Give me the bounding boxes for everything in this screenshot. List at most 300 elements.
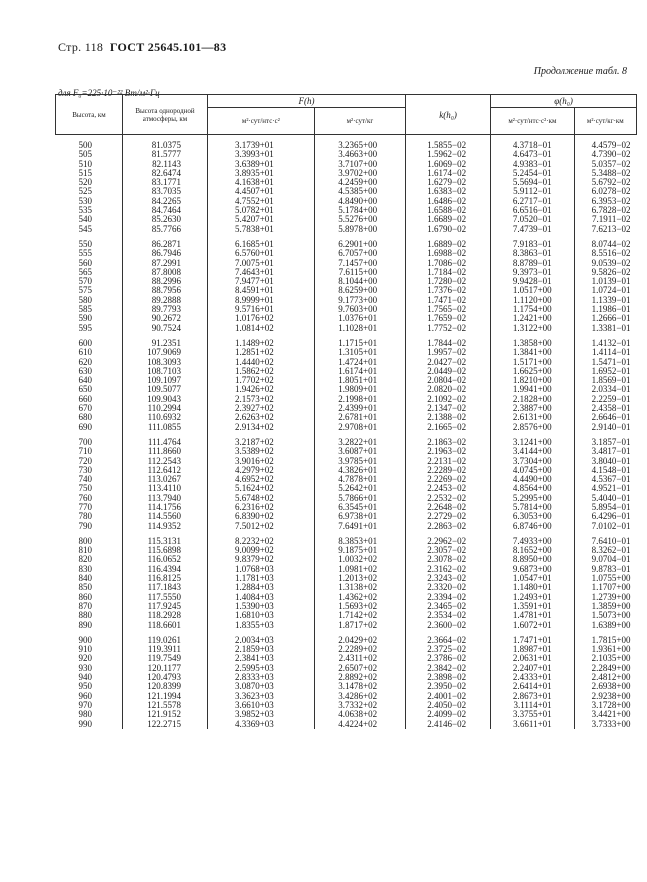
table-cell: 535 <box>78 205 92 216</box>
table-cell: 1.0139−01 <box>574 277 636 286</box>
table-cell: 2.3162−02 <box>406 565 491 574</box>
table-cell: 3.1857−01 <box>574 438 636 447</box>
table-cell: 730 <box>78 464 92 475</box>
table-cell: 7.4643+01 <box>208 268 315 277</box>
table-cell: 82.6474 <box>123 169 208 178</box>
table-cell: 108.7103 <box>123 367 208 376</box>
table-cell: 4.3369+03 <box>208 720 315 729</box>
table-cell: 7.0102−01 <box>574 522 636 531</box>
table-cell: 1.3859+00 <box>574 602 636 611</box>
table-cell: 4.7878+01 <box>314 475 405 484</box>
table-cell: 121.5578 <box>123 701 208 710</box>
table-cell: 4.6473−01 <box>491 150 575 159</box>
col-phi-unit2: м²·сут/кг·км <box>574 108 636 135</box>
table-cell: 7.6213−02 <box>574 225 636 234</box>
table-cell: 6.8746+00 <box>491 522 575 531</box>
table-cell: 5.7814+00 <box>491 503 575 512</box>
col-homog-height: Высота однородной атмосферы, км <box>123 95 208 135</box>
table-cell: 1.9941+00 <box>491 385 575 394</box>
table-cell: 2.3600−02 <box>406 621 491 630</box>
table-cell: 8.1652+00 <box>491 546 575 555</box>
table-cell: 1.2739+00 <box>574 593 636 602</box>
table-cell: 515 <box>78 167 92 178</box>
table-cell: 81.5777 <box>123 150 208 159</box>
table-cell: 6.2316+02 <box>208 503 315 512</box>
table-cell: 3.8040−01 <box>574 457 636 466</box>
table-cell: 1.0981+02 <box>314 565 405 574</box>
table-cell: 870 <box>78 600 92 611</box>
table-cell: 2.4001−02 <box>406 692 491 701</box>
table-cell: 4.5367−01 <box>574 475 636 484</box>
table-cell: 2.0034+03 <box>208 636 315 645</box>
table-cell: 1.5855−02 <box>406 135 491 151</box>
table-cell: 2.0429+02 <box>314 636 405 645</box>
table-cell: 1.3841+00 <box>491 348 575 357</box>
table-cell: 3.7304+00 <box>491 457 575 466</box>
table-cell: 5.3488−02 <box>574 169 636 178</box>
table-cell: 1.0755+00 <box>574 574 636 583</box>
table-cell: 3.4421+00 <box>574 710 636 719</box>
table-cell: 90.7524 <box>123 324 208 333</box>
table-cell: 2.3394−02 <box>406 593 491 602</box>
table-cell: 117.1843 <box>123 583 208 592</box>
table-cell: 85.2630 <box>123 215 208 224</box>
table-cell: 770 <box>78 501 92 512</box>
table-cell: 3.9702+00 <box>314 169 405 178</box>
table-cell: 2.0427−02 <box>406 358 491 367</box>
table-cell: 1.6952−01 <box>574 367 636 376</box>
table-cell: 970 <box>78 699 92 710</box>
table-cell: 3.6087+01 <box>314 447 405 456</box>
table-cell: 2.1035+00 <box>574 654 636 663</box>
table-cell: 5.8954−01 <box>574 503 636 512</box>
table-row <box>56 324 637 333</box>
table-cell: 86.7946 <box>123 249 208 258</box>
table-cell: 1.0768+03 <box>208 565 315 574</box>
table-cell: 2.2863−02 <box>406 522 491 531</box>
table-cell: 1.5693+02 <box>314 602 405 611</box>
table-cell: 2.0449−02 <box>406 367 491 376</box>
table-cell: 113.0267 <box>123 475 208 484</box>
table-cell: 1.4781+01 <box>491 611 575 620</box>
table-cell: 83.1771 <box>123 178 208 187</box>
data-table <box>55 94 637 729</box>
table-cell: 5.7866+01 <box>314 494 405 503</box>
table-cell: 1.0547+01 <box>491 574 575 583</box>
units-note: для F₀=225·10⁻²² Вт/м²·Гц <box>58 88 160 98</box>
table-cell: 2.0334−01 <box>574 385 636 394</box>
table-cell: 2.8333+03 <box>208 673 315 682</box>
table-cell: 115.3131 <box>123 537 208 546</box>
table-cell: 2.1665−02 <box>406 423 491 432</box>
table-cell: 3.7332+02 <box>314 701 405 710</box>
table-cell: 620 <box>78 356 92 367</box>
table-cell: 1.1986−01 <box>574 305 636 314</box>
table-cell: 7.6491+01 <box>314 522 405 531</box>
table-cell: 1.6810+03 <box>208 611 315 620</box>
table-cell: 1.3122+00 <box>491 324 575 333</box>
table-cell: 1.1781+03 <box>208 574 315 583</box>
table-cell: 1.7702+02 <box>208 376 315 385</box>
table-cell: 2.4333+01 <box>491 673 575 682</box>
table-cell: 8.3853+01 <box>314 537 405 546</box>
table-cell: 111.4764 <box>123 438 208 447</box>
table-cell: 2.3243−02 <box>406 574 491 583</box>
table-cell: 1.1120+00 <box>491 296 575 305</box>
table-cell: 2.3534−02 <box>406 611 491 620</box>
table-cell: 1.7184−02 <box>406 268 491 277</box>
table-cell: 600 <box>78 337 92 348</box>
table-cell: 6.5760+01 <box>208 249 315 258</box>
table-cell: 2.2259−01 <box>574 395 636 404</box>
table-row <box>56 522 637 531</box>
table-cell: 5.0782+01 <box>208 206 315 215</box>
table-cell: 930 <box>78 662 92 673</box>
table-cell: 3.0870+03 <box>208 682 315 691</box>
table-cell: 3.9016+02 <box>208 457 315 466</box>
table-cell: 4.9521−01 <box>574 484 636 493</box>
table-cell: 4.9383−01 <box>491 160 575 169</box>
table-cell: 2.0820−02 <box>406 385 491 394</box>
table-cell: 760 <box>78 492 92 503</box>
table-cell: 8.8950+00 <box>491 555 575 564</box>
table-cell: 114.9352 <box>123 522 208 531</box>
table-cell: 860 <box>78 591 92 602</box>
table-cell: 570 <box>78 276 92 287</box>
table-cell: 9.3973−01 <box>491 268 575 277</box>
table-cell: 8.0744−02 <box>574 240 636 249</box>
table-cell: 5.5694−01 <box>491 178 575 187</box>
table-cell: 3.1478+02 <box>314 682 405 691</box>
table-cell: 111.8660 <box>123 447 208 456</box>
page-number: Стр. 118 <box>58 40 104 54</box>
table-cell: 780 <box>78 511 92 522</box>
table-cell: 6.7828−02 <box>574 206 636 215</box>
table-cell: 2.2849+00 <box>574 664 636 673</box>
table-cell: 9.8379+02 <box>208 555 315 564</box>
table-cell: 1.4724+01 <box>314 358 405 367</box>
col-F-unit2: м²·сут/кг <box>314 108 405 135</box>
table-cell: 1.5390+03 <box>208 602 315 611</box>
table-cell: 1.3858+00 <box>491 339 575 348</box>
table-cell: 1.2666−01 <box>574 314 636 323</box>
table-cell: 1.8987+01 <box>491 645 575 654</box>
table-cell: 9.0704−01 <box>574 555 636 564</box>
col-phi-unit1: м²·сут/нтс·с²·км <box>491 108 575 135</box>
table-cell: 90.2672 <box>123 314 208 323</box>
table-cell: 8.8789−01 <box>491 259 575 268</box>
table-cell: 2.2962−02 <box>406 537 491 546</box>
table-cell: 1.6625+00 <box>491 367 575 376</box>
table-cell: 1.6069−02 <box>406 160 491 169</box>
table-cell: 810 <box>78 545 92 556</box>
table-cell: 81.0375 <box>123 135 208 151</box>
table-cell: 4.2979+02 <box>208 466 315 475</box>
table-cell: 2.1388−02 <box>406 413 491 422</box>
table-cell: 6.6516−01 <box>491 206 575 215</box>
table-cell: 2.2289−02 <box>406 466 491 475</box>
table-cell: 5.2995+00 <box>491 494 575 503</box>
table-cell: 1.5962−02 <box>406 150 491 159</box>
table-cell: 113.4110 <box>123 484 208 493</box>
table-cell: 87.8008 <box>123 268 208 277</box>
table-cell: 950 <box>78 681 92 692</box>
table-cell: 4.4579−02 <box>574 135 636 151</box>
table-cell: 1.2421+00 <box>491 314 575 323</box>
table-cell: 1.6389+00 <box>574 621 636 630</box>
table-cell: 7.6115+00 <box>314 268 405 277</box>
table-cell: 3.3993+01 <box>208 150 315 159</box>
table-cell: 2.1828+00 <box>491 395 575 404</box>
table-cell: 630 <box>78 365 92 376</box>
table-cell: 4.1548−01 <box>574 466 636 475</box>
table-cell: 2.9708+01 <box>314 423 405 432</box>
table-cell: 510 <box>78 158 92 169</box>
table-cell: 4.0638+02 <box>314 710 405 719</box>
table-cell: 121.9152 <box>123 710 208 719</box>
table-cell: 2.2269−02 <box>406 475 491 484</box>
table-cell: 86.2871 <box>123 240 208 249</box>
table-cell: 1.6279−02 <box>406 178 491 187</box>
table-cell: 1.6988−02 <box>406 249 491 258</box>
table-cell: 110.2994 <box>123 404 208 413</box>
table-cell: 2.2729−02 <box>406 512 491 521</box>
table-cell: 4.0745+00 <box>491 466 575 475</box>
table-cell: 2.1092−02 <box>406 395 491 404</box>
table-cell: 85.7766 <box>123 225 208 234</box>
table-cell: 1.0032+02 <box>314 555 405 564</box>
table-cell: 1.7376−02 <box>406 286 491 295</box>
table-cell: 84.7464 <box>123 206 208 215</box>
table-cell: 650 <box>78 384 92 395</box>
table-cell: 2.8576+00 <box>491 423 575 432</box>
table-cell: 710 <box>78 446 92 457</box>
table-cell: 7.1457+00 <box>314 259 405 268</box>
table-cell: 640 <box>78 375 92 386</box>
table-cell: 5.0357−02 <box>574 160 636 169</box>
table-cell: 118.2928 <box>123 611 208 620</box>
table-cell: 2.1998+01 <box>314 395 405 404</box>
table-cell: 555 <box>78 248 92 259</box>
table-cell: 7.6410−01 <box>574 537 636 546</box>
table-cell: 680 <box>78 412 92 423</box>
table-cell: 3.6611+01 <box>491 720 575 729</box>
table-cell: 540 <box>78 214 92 225</box>
table-continuation: Продолжение табл. 8 <box>533 66 627 77</box>
table-cell: 1.7471+01 <box>491 636 575 645</box>
table-cell: 2.2453−02 <box>406 484 491 493</box>
table-cell: 8.3262−01 <box>574 546 636 555</box>
table-cell: 4.6952+02 <box>208 475 315 484</box>
table-cell: 119.7549 <box>123 654 208 663</box>
table-cell: 2.3078−02 <box>406 555 491 564</box>
table-cell: 109.9043 <box>123 395 208 404</box>
table-cell: 9.7603+00 <box>314 305 405 314</box>
table-cell: 2.9134+02 <box>208 423 315 432</box>
table-cell: 5.5276+00 <box>314 215 405 224</box>
table-cell: 720 <box>78 455 92 466</box>
table-cell: 1.6588−02 <box>406 206 491 215</box>
table-cell: 4.1638+01 <box>208 178 315 187</box>
table-cell: 7.1911−02 <box>574 215 636 224</box>
table-cell: 2.0631+01 <box>491 654 575 663</box>
table-cell: 108.3093 <box>123 358 208 367</box>
table-cell: 1.8210+00 <box>491 376 575 385</box>
table-cell: 6.3953−02 <box>574 197 636 206</box>
table-row <box>56 225 637 234</box>
table-cell: 84.2265 <box>123 197 208 206</box>
table-cell: 9.5826−02 <box>574 268 636 277</box>
table-cell: 5.6792−02 <box>574 178 636 187</box>
table-cell: 5.7838+01 <box>208 225 315 234</box>
table-cell: 2.4099−02 <box>406 710 491 719</box>
table-cell: 525 <box>78 186 92 197</box>
table-cell: 7.4933+00 <box>491 537 575 546</box>
table-cell: 9.1773+00 <box>314 296 405 305</box>
table-cell: 3.5389+02 <box>208 447 315 456</box>
table-cell: 1.9957−02 <box>406 348 491 357</box>
table-cell: 2.2131−02 <box>406 457 491 466</box>
table-cell: 1.2493+01 <box>491 593 575 602</box>
table-cell: 500 <box>78 140 92 150</box>
table-cell: 2.9140−01 <box>574 423 636 432</box>
table-cell: 595 <box>78 322 92 333</box>
table-cell: 1.2013+02 <box>314 574 405 583</box>
table-cell: 1.6174−02 <box>406 169 491 178</box>
table-cell: 910 <box>78 644 92 655</box>
table-cell: 1.4440+02 <box>208 358 315 367</box>
table-cell: 690 <box>78 421 92 432</box>
table-cell: 116.4394 <box>123 565 208 574</box>
table-cell: 840 <box>78 573 92 584</box>
table-cell: 5.1624+02 <box>208 484 315 493</box>
table-cell: 1.0814+02 <box>208 324 315 333</box>
table-cell: 1.5862+02 <box>208 367 315 376</box>
table-cell: 2.1573+02 <box>208 395 315 404</box>
table-cell: 2.4358−01 <box>574 404 636 413</box>
table-cell: 89.2888 <box>123 296 208 305</box>
table-cell: 980 <box>78 709 92 720</box>
table-cell: 2.4050−02 <box>406 701 491 710</box>
table-cell: 3.7107+00 <box>314 160 405 169</box>
table-cell: 5.1784+00 <box>314 206 405 215</box>
table-cell: 1.5073+00 <box>574 611 636 620</box>
table-cell: 565 <box>78 266 92 277</box>
table-cell: 9.5716+01 <box>208 305 315 314</box>
col-F-unit1: м²·сут/нтс·с² <box>208 108 315 135</box>
table-cell: 4.3826+01 <box>314 466 405 475</box>
table-cell: 110.6932 <box>123 413 208 422</box>
table-cell: 1.9361+00 <box>574 645 636 654</box>
table-cell: 2.3898−02 <box>406 673 491 682</box>
table-cell: 8.3863−01 <box>491 249 575 258</box>
table-cell: 6.7057+00 <box>314 249 405 258</box>
table-cell: 2.4146−02 <box>406 720 491 729</box>
table-cell: 550 <box>78 238 92 249</box>
table-cell: 1.1489+02 <box>208 339 315 348</box>
table-cell: 7.9477+01 <box>208 277 315 286</box>
table-cell: 1.6072+01 <box>491 621 575 630</box>
table-cell: 3.4286+02 <box>314 692 405 701</box>
table-cell: 2.1859+03 <box>208 645 315 654</box>
table-cell: 8.2232+02 <box>208 537 315 546</box>
table-cell: 122.2715 <box>123 720 208 729</box>
table-cell: 6.9738+01 <box>314 512 405 521</box>
table-cell: 530 <box>78 195 92 206</box>
table-cell: 112.6412 <box>123 466 208 475</box>
table-cell: 82.1143 <box>123 160 208 169</box>
table-row <box>56 423 637 432</box>
table-cell: 114.5560 <box>123 512 208 521</box>
table-cell: 115.6898 <box>123 546 208 555</box>
table-cell: 1.1707+00 <box>574 583 636 592</box>
col-height: Высота, км <box>56 95 123 135</box>
table-cell: 520 <box>78 177 92 188</box>
col-F: F(h) <box>208 95 406 108</box>
table-cell: 1.4114−01 <box>574 348 636 357</box>
table-cell: 1.4132−01 <box>574 339 636 348</box>
table-cell: 3.9785+01 <box>314 457 405 466</box>
table-cell: 120.4793 <box>123 673 208 682</box>
table-cell: 880 <box>78 610 92 621</box>
table-cell: 900 <box>78 634 92 645</box>
table-cell: 585 <box>78 304 92 315</box>
table-cell: 6.3053+00 <box>491 512 575 521</box>
table-cell: 114.1756 <box>123 503 208 512</box>
table-row <box>56 720 637 729</box>
table-cell: 575 <box>78 285 92 296</box>
table-cell: 1.1480+01 <box>491 583 575 592</box>
table-cell: 3.2365+00 <box>314 135 405 151</box>
table-cell: 120.8399 <box>123 682 208 691</box>
table-cell: 1.9809+01 <box>314 385 405 394</box>
table-cell: 2.8673+01 <box>491 692 575 701</box>
table-cell: 5.2642+01 <box>314 484 405 493</box>
table-cell: 2.3841+03 <box>208 654 315 663</box>
table-cell: 4.7390−02 <box>574 150 636 159</box>
table-cell: 1.6174+01 <box>314 367 405 376</box>
table-cell: 109.5077 <box>123 385 208 394</box>
table-cell: 1.0176+02 <box>208 314 315 323</box>
table-cell: 118.6601 <box>123 621 208 630</box>
table-cell: 3.1241+00 <box>491 438 575 447</box>
table-cell: 2.3057−02 <box>406 546 491 555</box>
table-cell: 88.2996 <box>123 277 208 286</box>
table-cell: 6.3545+01 <box>314 503 405 512</box>
table-cell: 2.6646−01 <box>574 413 636 422</box>
table-cell: 3.1114+01 <box>491 701 575 710</box>
col-phi: φ(h₀) <box>491 95 637 108</box>
table-cell: 6.2717−01 <box>491 197 575 206</box>
table-cell: 7.0520−01 <box>491 215 575 224</box>
table-cell: 9.1875+01 <box>314 546 405 555</box>
table-cell: 3.2822+01 <box>314 438 405 447</box>
table-cell: 1.3105+01 <box>314 348 405 357</box>
table-cell: 9.0099+02 <box>208 546 315 555</box>
table-cell: 670 <box>78 403 92 414</box>
table-cell: 3.8935+01 <box>208 169 315 178</box>
table-cell: 1.7471−02 <box>406 296 491 305</box>
table-cell: 1.1715+01 <box>314 339 405 348</box>
table-cell: 2.3927+02 <box>208 404 315 413</box>
table-cell: 2.9238+00 <box>574 692 636 701</box>
table-cell: 1.0724−01 <box>574 286 636 295</box>
table-cell: 2.6938+00 <box>574 682 636 691</box>
table-cell: 6.8390+02 <box>208 512 315 521</box>
table-cell: 8.5516−02 <box>574 249 636 258</box>
table-cell: 1.4084+03 <box>208 593 315 602</box>
table-cell: 8.9999+01 <box>208 296 315 305</box>
